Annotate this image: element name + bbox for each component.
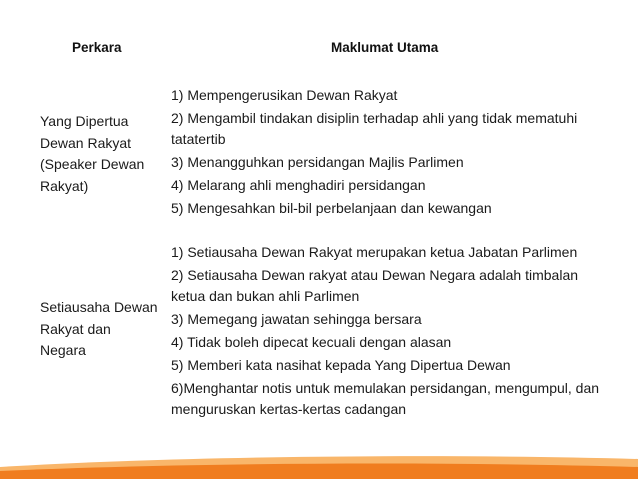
list-item: 6)Menghantar notis untuk memulakan persidangan, mengumpul, dan menguruskan kertas-kertas cadangan	[171, 380, 600, 417]
footer-orange-wave	[0, 449, 638, 479]
list-item: 4) Melarang ahli menghadiri persidangan	[171, 177, 426, 193]
list-item: 5) Memberi kata nasihat kepada Yang Dipertua Dewan	[171, 357, 511, 373]
list-item: 1) Mempengerusikan Dewan Rakyat	[171, 87, 398, 103]
row-subject-setiausaha: Setiausaha Dewan Rakyat dan Negara	[40, 299, 158, 358]
row-subject-speaker: Yang Dipertua Dewan Rakyat (Speaker Dewan Rakyat)	[40, 113, 145, 194]
list-item: 1) Setiausaha Dewan Rakyat merupakan ketua Jabatan Parlimen	[171, 244, 578, 260]
list-item: 4) Tidak boleh dipecat kecuali dengan alasan	[171, 334, 452, 350]
list-item: 3) Menangguhkan persidangan Majlis Parlimen	[171, 154, 464, 170]
column-header-maklumat-utama: Maklumat Utama	[331, 40, 439, 55]
row-items-setiausaha	[171, 242, 611, 422]
list-item: 2) Setiausaha Dewan rakyat atau Dewan Negara adalah timbalan ketua dan bukan ahli Parlimen	[171, 267, 579, 304]
list-item: 2) Mengambil tindakan disiplin terhadap ahli yang tidak mematuhi tatatertib	[171, 110, 578, 147]
row-items-speaker	[171, 85, 611, 221]
list-item: 5) Mengesahkan bil-bil perbelanjaan dan kewangan	[171, 200, 492, 216]
column-header-perkara: Perkara	[72, 40, 122, 55]
list-item: 3) Memegang jawatan sehingga bersara	[171, 311, 422, 327]
